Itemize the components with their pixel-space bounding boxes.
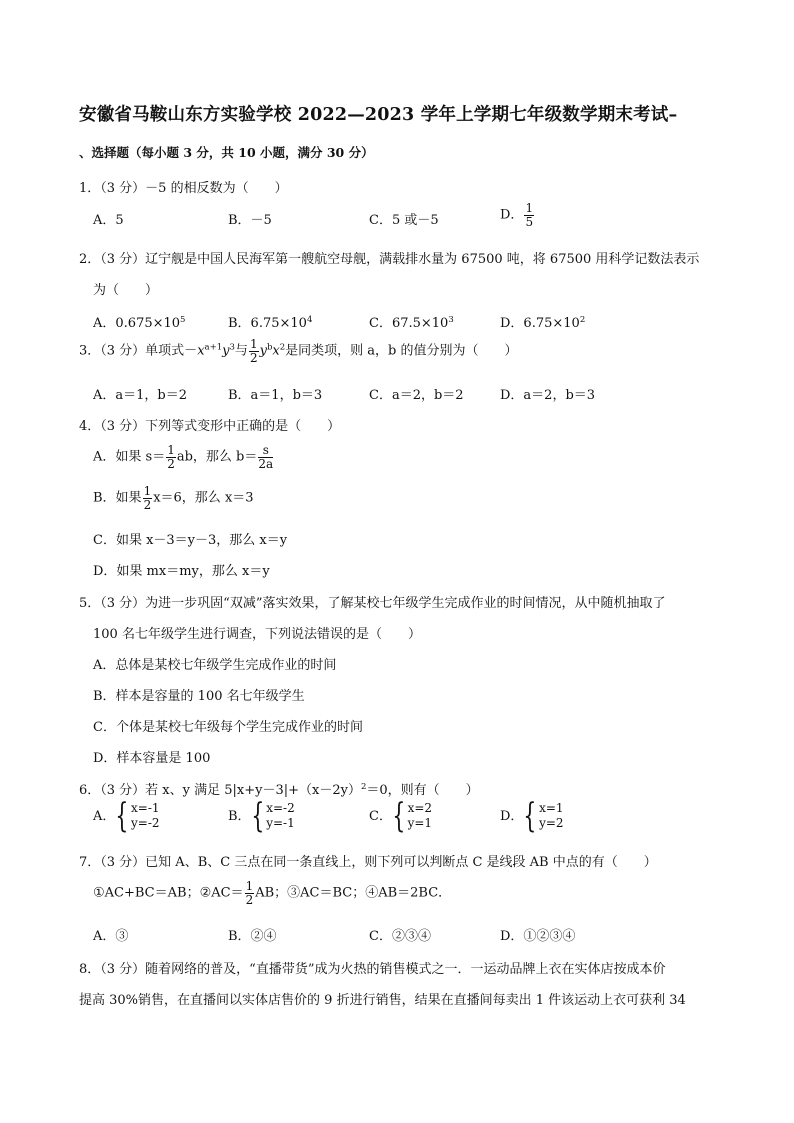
fraction bbox=[143, 485, 153, 511]
q4-option-c: C．如果 x－3＝y－3，那么 x＝y bbox=[93, 533, 288, 548]
section-heading: 、选择题（每小题 3 分，共 10 小题，满分 30 分） bbox=[79, 145, 374, 160]
variable: y bbox=[222, 343, 230, 359]
q2-option-d bbox=[500, 312, 585, 331]
q3-option-c: C．a＝2，b＝2 bbox=[369, 388, 464, 403]
q1-option-a: A．5 bbox=[93, 213, 124, 228]
fraction-denominator: 2 bbox=[249, 350, 258, 365]
question-3-stem bbox=[79, 338, 518, 364]
fraction-numerator: 1 bbox=[249, 337, 258, 351]
exponent: a+1 bbox=[204, 342, 223, 353]
equation: y=2 bbox=[539, 816, 564, 831]
q7-option-b: B．②④ bbox=[228, 929, 277, 944]
question-8-stem-line1: 8．（3 分）随着网络的普及，“直播带货”成为火热的销售模式之一．一运动品牌上衣在实体店按成本价 bbox=[79, 962, 666, 977]
variable: x bbox=[197, 343, 205, 359]
q3-stem-prefix: 3．（3 分）单项式－ bbox=[79, 343, 198, 359]
q2-option-b bbox=[228, 312, 312, 331]
q4-option-d: D．如果 mx＝my，那么 x＝y bbox=[93, 564, 270, 579]
exponent: 2 bbox=[360, 782, 367, 792]
q4-option-b-suffix: x＝6，那么 x＝3 bbox=[153, 490, 254, 506]
equation-system bbox=[408, 801, 432, 831]
exponent: 2 bbox=[279, 342, 286, 353]
fraction-numerator: 1 bbox=[525, 201, 534, 215]
q2-option-c-text: C．67.5×10 bbox=[369, 316, 449, 331]
variable: x bbox=[272, 343, 280, 359]
q4-option-a-text: A．如果 s＝ bbox=[93, 449, 166, 465]
q5-option-d: D．样本容量是 100 bbox=[93, 751, 211, 766]
q6-option-b bbox=[228, 796, 295, 836]
q6-option-d bbox=[500, 796, 564, 836]
fraction bbox=[249, 338, 259, 364]
brace-icon: { bbox=[250, 796, 264, 836]
fraction bbox=[524, 202, 534, 228]
exponent: b bbox=[266, 342, 273, 353]
q4-option-a bbox=[93, 444, 274, 470]
q2-option-a bbox=[93, 312, 185, 331]
q7-conditions bbox=[93, 880, 451, 906]
equation: y=-2 bbox=[131, 816, 160, 831]
question-5-stem-line2: 100 名七年级学生进行调查，下列说法错误的是（ ） bbox=[93, 627, 421, 642]
q3-connector: 与 bbox=[234, 343, 248, 359]
equation-system bbox=[539, 801, 563, 831]
variable: y bbox=[259, 343, 267, 359]
q5-option-b: B．样本是容量的 100 名七年级学生 bbox=[93, 689, 305, 704]
q1-option-d bbox=[500, 202, 535, 228]
q3-option-b: B．a＝1，b＝3 bbox=[228, 388, 323, 403]
equation: x=-1 bbox=[131, 801, 160, 816]
q6-option-a-label: A． bbox=[93, 808, 116, 824]
question-2-stem-line2: 为（ ） bbox=[93, 283, 159, 298]
fraction-numerator: 1 bbox=[143, 484, 152, 498]
question-4-stem: 4．（3 分）下列等式变形中正确的是（ ） bbox=[79, 419, 341, 434]
q1-option-c: C．5 或－5 bbox=[369, 213, 439, 228]
q2-option-a-text: A．0.675×10 bbox=[93, 316, 181, 331]
q2-option-d-text: D．6.75×10 bbox=[500, 316, 580, 331]
question-6-stem bbox=[79, 779, 479, 798]
q6-stem-text: 6．（3 分）若 x、y 满足 5|x+y－3|+（x－2y） bbox=[79, 783, 361, 798]
fraction-denominator: 2 bbox=[143, 497, 152, 512]
fraction-numerator: 1 bbox=[245, 879, 254, 893]
fraction-denominator: 2 bbox=[245, 892, 254, 907]
q7-option-d: D．①②③④ bbox=[500, 929, 576, 944]
question-1-stem: 1．（3 分）－5 的相反数为（ ） bbox=[79, 181, 288, 196]
q5-option-a: A．总体是某校七年级学生完成作业的时间 bbox=[93, 658, 337, 673]
q4-option-b bbox=[93, 485, 254, 511]
question-2-stem-line1: 2．（3 分）辽宁舰是中国人民海军第一艘航空母舰，满载排水量为 67500 吨，将 67500 用科学记数法表示 bbox=[79, 252, 700, 267]
q2-option-c bbox=[369, 312, 454, 331]
q6-stem-end: ＝0，则有（ ） bbox=[366, 783, 479, 798]
q6-option-b-label: B． bbox=[228, 808, 251, 824]
question-8-stem-line2: 提高 30%销售，在直播间以实体店售价的 9 折进行销售，结果在直播间每卖出 1 件该运动上衣可获利 34 bbox=[79, 993, 686, 1008]
brace-icon: { bbox=[523, 796, 537, 836]
question-7-stem: 7．（3 分）已知 A、B、C 三点在同一条直线上，则下列可以判断点 C 是线段 AB 中点的有（ ） bbox=[79, 855, 657, 870]
q4-option-b-text: B．如果 bbox=[93, 490, 142, 506]
equation: x=1 bbox=[539, 801, 564, 816]
equation-system bbox=[131, 801, 160, 831]
q1-option-b: B．－5 bbox=[228, 213, 272, 228]
equation-system bbox=[266, 801, 295, 831]
equation: y=-1 bbox=[266, 816, 295, 831]
q6-option-d-label: D． bbox=[500, 808, 524, 824]
exam-title: 安徽省马鞍山东方实验学校 2022—2023 学年上学期七年级数学期末考试– bbox=[79, 105, 678, 125]
q4-option-a-middle: ab，那么 b＝ bbox=[176, 449, 258, 465]
equation: y=1 bbox=[407, 816, 433, 831]
q6-option-c-label: C． bbox=[369, 808, 392, 824]
fraction bbox=[166, 444, 176, 470]
fraction bbox=[245, 880, 255, 906]
q6-option-a bbox=[93, 796, 160, 836]
exponent: 2 bbox=[579, 315, 586, 325]
equation: x=2 bbox=[407, 801, 433, 816]
fraction-numerator: 1 bbox=[167, 443, 175, 457]
exponent: 5 bbox=[180, 315, 186, 325]
fraction-denominator: 2 bbox=[167, 456, 175, 471]
brace-icon: { bbox=[392, 796, 406, 836]
q2-option-b-text: B．6.75×10 bbox=[228, 316, 307, 331]
exponent: 3 bbox=[229, 342, 235, 353]
q3-stem-suffix: 是同类项，则 a，b 的值分别为（ ） bbox=[285, 343, 518, 359]
fraction bbox=[258, 444, 273, 470]
fraction-denominator: 5 bbox=[525, 214, 534, 229]
exponent: 4 bbox=[306, 315, 313, 325]
q3-option-d: D．a＝2，b＝3 bbox=[500, 388, 596, 403]
q5-option-c: C．个体是某校七年级每个学生完成作业的时间 bbox=[93, 720, 363, 735]
exponent: 3 bbox=[448, 315, 454, 325]
q6-option-c bbox=[369, 796, 433, 836]
brace-icon: { bbox=[115, 796, 129, 836]
q7-option-a: A．③ bbox=[93, 929, 129, 944]
question-5-stem-line1: 5．（3 分）为进一步巩固“双减”落实效果，了解某校七年级学生完成作业的时间情况，从中随机抽取了 bbox=[79, 596, 666, 611]
q1-option-d-label: D． bbox=[500, 207, 524, 223]
q7-option-c: C．②③④ bbox=[369, 929, 431, 944]
fraction-denominator: 2a bbox=[258, 456, 274, 471]
fraction-numerator: s bbox=[258, 444, 273, 458]
q3-option-a: A．a＝1，b＝2 bbox=[93, 388, 188, 403]
equation: x=-2 bbox=[266, 801, 295, 816]
q7-conditions-suffix: AB；③AC＝BC；④AB＝2BC． bbox=[255, 885, 452, 901]
q7-conditions-prefix: ①AC+BC＝AB；②AC＝ bbox=[93, 885, 244, 901]
